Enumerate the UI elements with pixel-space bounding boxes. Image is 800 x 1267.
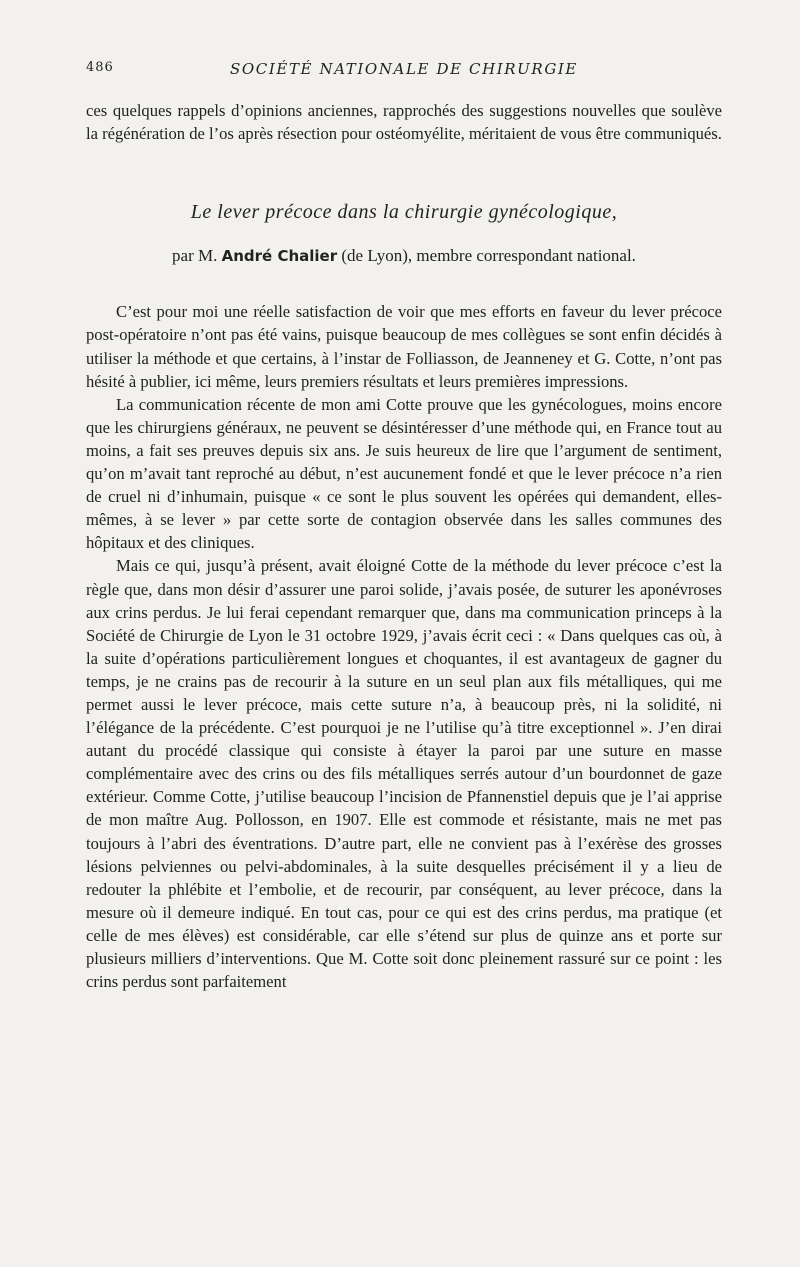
article-title: Le lever précoce dans la chirurgie gynécologique,: [190, 201, 618, 224]
article-content: [86, 300, 722, 993]
paragraph-2: La communication récente de mon ami Cotte prouve que les gynécologues, moins encore que les chirurgiens généraux, ne peuvent se désintéresser d’une méthode qui, en France tout au moins, a fait ses preuves depuis six ans. Je suis heureux de lire que l’argument de sentiment, qu’on m’avait tant reproché au début, n’est aucunement fondé et que le lever précoce n’a rien de cruel ni d’inhumain, puisque « ce sont le plus souvent les opérées qui demandent, elles-mêmes, à se lever » par cette sorte de contagion observée dans les salles communes des hôpitaux et des cliniques.: [86, 394, 722, 553]
paragraph-3: Mais ce qui, jusqu’à présent, avait éloigné Cotte de la méthode du lever précoce c’est la règle que, dans mon désir d’assurer une paroi solide, j’avais posée, de suturer les aponévroses aux crins perdus. Je lui ferai cependant remarquer que, dans ma communication princeps à la Société de Chirurgie de Lyon le 31 octobre 1929, j’avais écrit ceci : « Dans quelques cas où, à la suite d’opérations particulièrement longues et choquantes, il est avantageux de gagner du temps, je ne crains pas de recourir à la suture en un seul plan aux fils métalliques, qui me permet aussi le lever précoce, mais cette suture n’a, à beaucoup près, ni la solidité, ni l’élégance de la précédente. C’est pourquoi je ne l’utilise qu’à titre exceptionnel ». J’en dirai autant du procédé classique qui consiste à étayer la paroi par une suture en masse complémentaire avec des crins ou des fils métalliques serrés autour d’un bourdonnet de gaze extérieur. Comme Cotte, j’utilise beaucoup l’incision de Pfannenstiel depuis que je l’ai apprise de mon maître Aug. Pollosson, en 1907. Elle est commode et résistante, mais ne met pas toujours à l’abri des éventrations. D’autre part, elle ne convient pas à l’exérèse des grosses lésions pelviennes ou pelvi-abdominales, à la suite desquelles précisément il y a lieu de redouter la phlébite et l’embolie, et de recourir, par conséquent, au lever précoce, dans la mesure où il demeure indiqué. En tout cas, pour ce qui est des crins perdus, ma pratique (et celle de mes élèves) est considérable, car elle s’étend sur plus de quinze ans et porte sur plusieurs milliers d’interventions. Que M. Cotte soit donc pleinement rassuré sur ce point : les crins perdus sont parfaitement: [86, 556, 722, 992]
page-body: [86, 99, 722, 993]
running-title: SOCIÉTÉ NATIONALE DE CHIRURGIE: [230, 60, 578, 78]
page-header: [86, 60, 722, 84]
page-number: 486: [86, 60, 114, 75]
byline-suffix: (de Lyon), membre correspondant national.: [341, 246, 636, 266]
intro-paragraph: ces quelques rappels d’opinions anciennes, rapprochés des suggestions nouvelles que soulève la régénération de l’os après résection pour ostéomyélite, méritaient de vous être communiqués.: [86, 101, 722, 144]
intro-section: [86, 99, 722, 145]
byline-prefix: par M.: [172, 246, 218, 266]
author-name: André Chalier: [221, 247, 338, 266]
article-byline: [86, 244, 722, 268]
paragraph-1: C’est pour moi une réelle satisfaction de voir que mes efforts en faveur du lever précoce post-opératoire n’ont pas été vains, puisque beaucoup de mes collègues se sont enfin décidés à utiliser la méthode et que certains, à l’instar de Folliasson, de Jeanneney et G. Cotte, n’ont pas hésité à publier, ici même, leurs premiers résultats et leurs premières impressions.: [86, 302, 722, 391]
